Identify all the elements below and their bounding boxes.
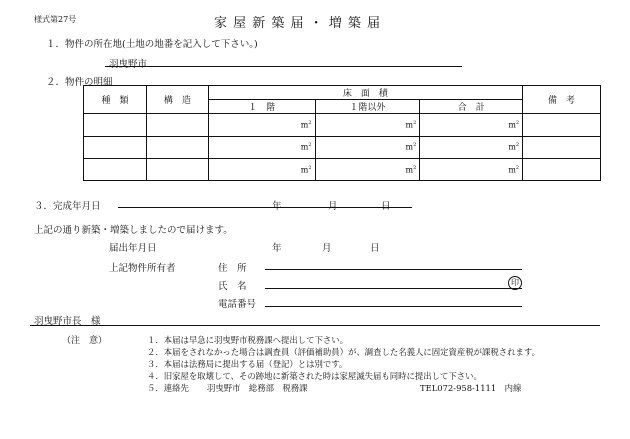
cell-remarks[interactable] <box>523 158 601 180</box>
table-row <box>84 136 601 158</box>
submission-month-label: 月 <box>322 243 332 254</box>
form-title: 家 屋 新 築 届 ・ 増 築 届 <box>214 16 382 31</box>
cell-other-floors[interactable]: $m^2$ <box>315 136 420 158</box>
header-structure: 構 造 <box>146 86 208 114</box>
name-label: 氏 名 <box>218 281 247 292</box>
cell-first-floor[interactable]: $m^2$ <box>208 136 315 158</box>
header-first-floor: １ 階 <box>208 100 315 114</box>
property-details-label: ２．物件の明細 <box>46 77 113 88</box>
header-remarks: 備 考 <box>523 86 601 114</box>
divider <box>30 325 600 326</box>
submission-year-label: 年 <box>272 243 282 254</box>
cell-remarks[interactable] <box>523 136 601 158</box>
note-item: ４．旧家屋を取壊して、その跡地に新築された時は家屋滅失届も同時に提出して下さい。 <box>147 371 482 381</box>
property-location-label: １．物件の所在地(土地の地番を記入して下さい。) <box>46 39 258 50</box>
submission-day-label: 日 <box>370 243 380 254</box>
cell-type[interactable] <box>84 136 147 158</box>
cell-structure[interactable] <box>146 158 208 180</box>
contact-phone: TEL072-958-1111 内線 <box>420 383 522 393</box>
submission-date-label: 届出年月日 <box>109 243 157 254</box>
note-item: １．本届は早急に羽曳野市税務課へ提出して下さい。 <box>147 335 348 345</box>
name-field[interactable] <box>265 288 522 289</box>
header-type: 種 類 <box>84 86 147 114</box>
cell-structure[interactable] <box>146 136 208 158</box>
cell-type[interactable] <box>84 158 147 180</box>
notes-heading: （注 意） <box>62 336 108 346</box>
contact-office: 羽曳野市 総務部 税務課 <box>207 383 308 393</box>
form-number: 様式第27号 <box>34 15 77 24</box>
completion-day-label: 日 <box>381 201 391 212</box>
table-row <box>84 114 601 136</box>
cell-remarks[interactable] <box>523 114 601 136</box>
address-label: 住 所 <box>218 263 247 274</box>
phone-field[interactable] <box>265 306 522 307</box>
completion-date-underline[interactable] <box>118 207 412 208</box>
table-row <box>84 158 601 180</box>
cell-total[interactable]: $m^2$ <box>420 136 523 158</box>
cell-other-floors[interactable]: $m^2$ <box>315 158 420 180</box>
phone-label: 電話番号 <box>218 299 257 310</box>
note-item: ２．本届をされなかった場合は調査員（評価補助員）が、調査した名義人に固定資産税が課税されます。 <box>147 347 540 357</box>
cell-other-floors[interactable]: $m^2$ <box>315 114 420 136</box>
declaration-text: 上記の通り新築・増築しましたので届けます。 <box>34 225 233 236</box>
property-location-value[interactable]: 羽曳野市 <box>109 59 148 70</box>
contact-label: ５．連絡先 <box>147 383 189 393</box>
note-item: ３．本届は法務局に提出する届（登記）とは別です。 <box>147 359 348 369</box>
cell-total[interactable]: $m^2$ <box>420 114 523 136</box>
cell-first-floor[interactable]: $m^2$ <box>208 158 315 180</box>
header-total: 合 計 <box>420 100 523 114</box>
completion-date-label: ３．完成年月日 <box>34 201 101 212</box>
completion-year-label: 年 <box>272 201 282 212</box>
seal-mark: 印 <box>508 276 522 290</box>
property-details-table <box>83 85 601 181</box>
cell-total[interactable]: $m^2$ <box>420 158 523 180</box>
completion-month-label: 月 <box>328 201 338 212</box>
owner-label: 上記物件所有者 <box>109 263 176 274</box>
cell-structure[interactable] <box>146 114 208 136</box>
cell-type[interactable] <box>84 114 147 136</box>
header-other-floors: １階以外 <box>315 100 420 114</box>
cell-first-floor[interactable]: $m^2$ <box>208 114 315 136</box>
property-location-underline <box>105 66 462 67</box>
address-field[interactable] <box>265 269 522 270</box>
header-floor-area: 床 面 積 <box>208 86 522 100</box>
addressee: 羽曳野市長 様 <box>34 316 101 327</box>
